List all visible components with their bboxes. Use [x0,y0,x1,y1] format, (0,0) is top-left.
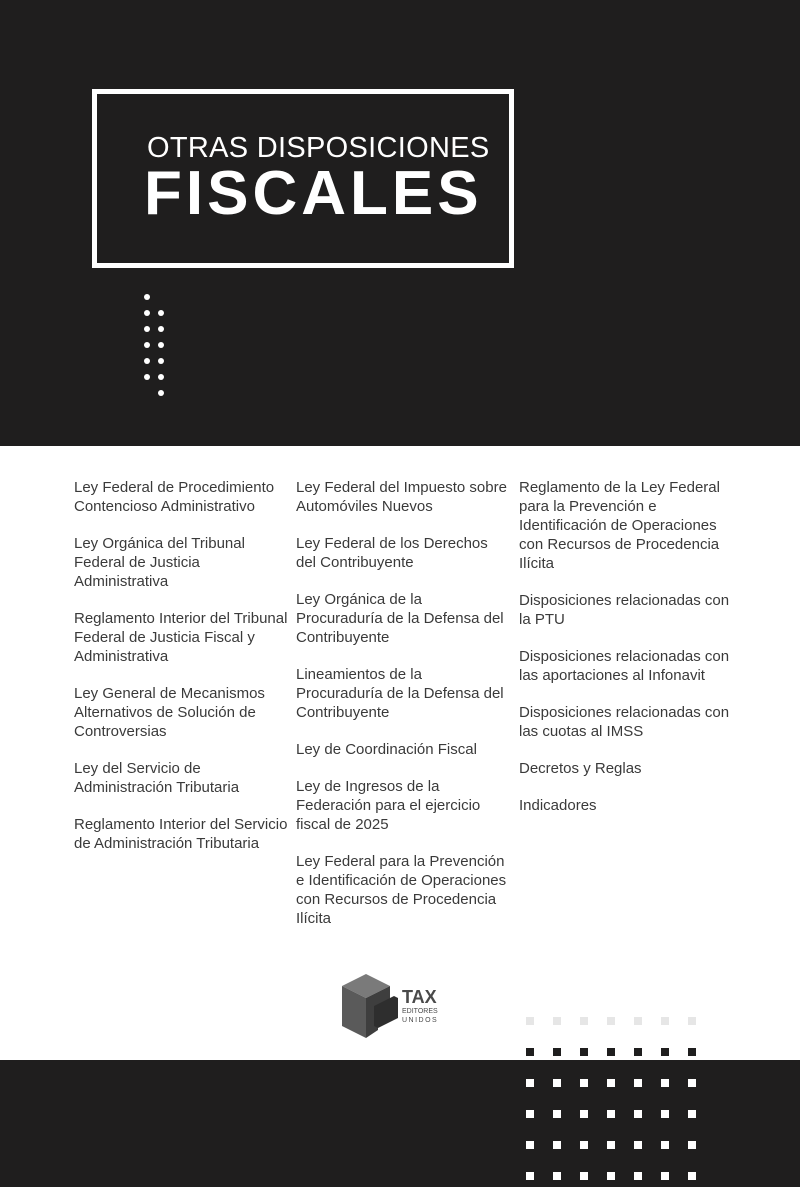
title-line-1: OTRAS DISPOSICIONES [147,132,490,164]
list-item: Reglamento de la Ley Federal para la Prevención e Identificación de Operaciones con Recursos de Procedencia Ilícita [519,479,720,572]
list-item: Ley Federal del Impuesto sobre Automóviles Nuevos [296,479,507,515]
decorative-square [634,1172,642,1180]
decorative-square [526,1017,534,1025]
decorative-dot [144,294,150,300]
decorative-square [688,1048,696,1056]
list-item: Ley Federal de los Derechos del Contribuyente [296,535,488,571]
decorative-square [580,1110,588,1118]
contents-column-2 [296,478,511,946]
decorative-square [526,1110,534,1118]
decorative-square [607,1079,615,1087]
footer-band [0,1060,800,1187]
decorative-dot [158,326,164,332]
decorative-square [661,1141,669,1149]
decorative-square [526,1048,534,1056]
list-item: Disposiciones relacionadas con las aportaciones al Infonavit [519,648,730,684]
decorative-square [661,1079,669,1087]
list-item: Decretos y Reglas [519,760,642,777]
list-item: Ley Federal para la Prevención e Identificación de Operaciones con Recursos de Procedencia Ilícita [296,853,507,927]
contents-column-3 [519,478,734,833]
decorative-square [553,1110,561,1118]
list-item: Indicadores [519,797,597,814]
logo-subtitle-1: EDITORES [402,1008,438,1015]
decorative-dot [144,358,150,364]
decorative-square [607,1048,615,1056]
decorative-square [526,1141,534,1149]
decorative-square [661,1048,669,1056]
decorative-dot [158,390,164,396]
list-item: Ley de Ingresos de la Federación para el ejercicio fiscal de 2025 [296,778,481,833]
decorative-square [607,1172,615,1180]
header-band [0,0,800,446]
decorative-square [607,1017,615,1025]
publisher-logo [340,972,450,1042]
decorative-square [688,1079,696,1087]
decorative-square [688,1110,696,1118]
list-item: Ley General de Mecanismos Alternativos de Solución de Controversias [74,685,265,740]
title-frame [92,89,514,268]
decorative-dot [158,342,164,348]
decorative-dot [144,342,150,348]
decorative-square [661,1172,669,1180]
decorative-square [553,1141,561,1149]
decorative-square [688,1141,696,1149]
list-item: Ley de Coordinación Fiscal [296,741,477,758]
decorative-square [553,1048,561,1056]
decorative-square [526,1172,534,1180]
decorative-dot [158,374,164,380]
logo-subtitle-2: UNIDOS [402,1017,439,1024]
title-line-2: FISCALES [144,159,483,228]
list-item: Disposiciones relacionadas con las cuotas al IMSS [519,704,730,740]
decorative-square [580,1079,588,1087]
list-item: Ley del Servicio de Administración Tributaria [74,760,240,796]
decorative-dot [144,326,150,332]
decorative-square [661,1017,669,1025]
list-item: Ley Orgánica del Tribunal Federal de Justicia Administrativa [74,535,245,590]
decorative-dot [158,358,164,364]
decorative-square [580,1141,588,1149]
decorative-square [553,1017,561,1025]
decorative-square [688,1172,696,1180]
contents-column-1 [74,478,289,871]
decorative-square [553,1172,561,1180]
decorative-square [688,1017,696,1025]
decorative-dot [158,310,164,316]
decorative-dot [144,374,150,380]
decorative-square [607,1141,615,1149]
decorative-square [580,1017,588,1025]
decorative-square [580,1048,588,1056]
decorative-square [634,1141,642,1149]
list-item: Disposiciones relacionadas con la PTU [519,592,730,628]
cube-logo-icon [340,972,450,1042]
decorative-dot [144,310,150,316]
decorative-square [526,1079,534,1087]
decorative-square [634,1048,642,1056]
list-item: Ley Orgánica de la Procuraduría de la Defensa del Contribuyente [296,591,504,646]
list-item: Ley Federal de Procedimiento Contencioso Administrativo [74,479,275,515]
list-item: Lineamientos de la Procuraduría de la Defensa del Contribuyente [296,666,504,721]
decorative-square [580,1172,588,1180]
decorative-square [634,1110,642,1118]
decorative-square [607,1110,615,1118]
decorative-square [634,1079,642,1087]
decorative-square [634,1017,642,1025]
list-item: Reglamento Interior del Servicio de Administración Tributaria [74,816,288,852]
list-item: Reglamento Interior del Tribunal Federal de Justicia Fiscal y Administrativa [74,610,288,665]
decorative-square [661,1110,669,1118]
decorative-square [553,1079,561,1087]
logo-wordmark: TAX [402,987,437,1007]
